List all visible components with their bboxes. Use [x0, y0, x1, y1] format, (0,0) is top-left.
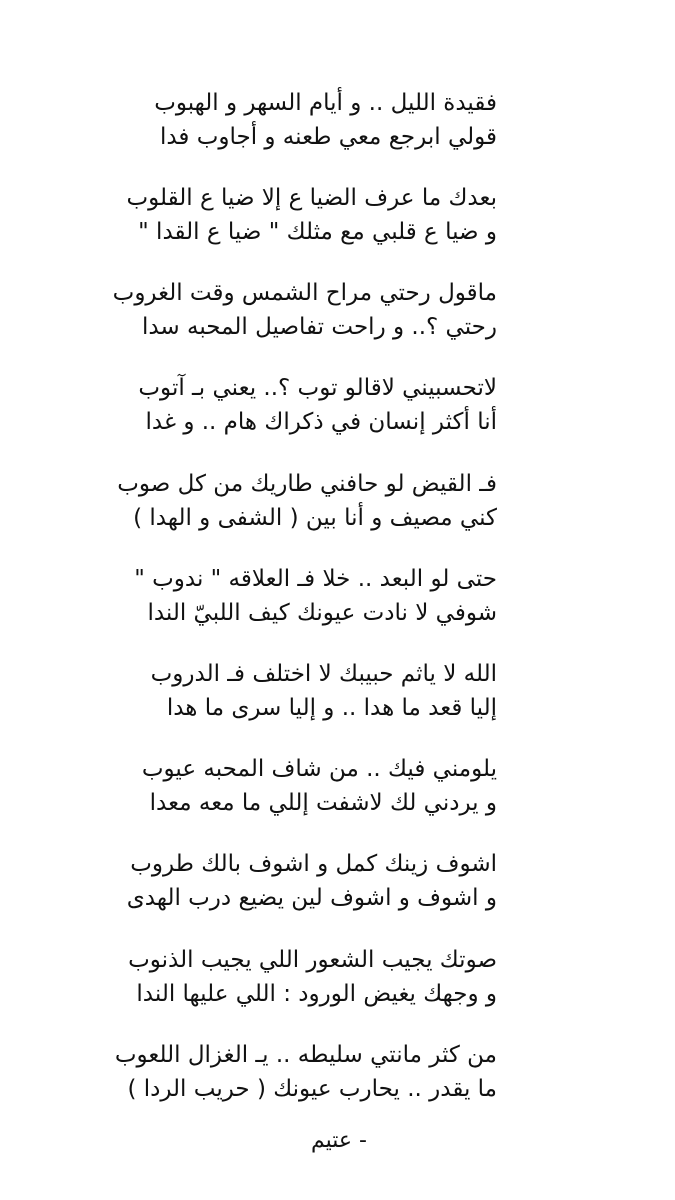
verse-line: كني مصيف و أنا بين ( الشفى و الهدا ): [133, 505, 497, 531]
verse-line: إليا قعد ما هدا .. و إليا سرى ما هدا: [166, 695, 497, 721]
verse-line: شوفي لا نادت عيونك كيف اللبيّ الندا: [147, 600, 497, 626]
verse-line: و يردني لك لاشفت إللي ما معه معدا: [149, 790, 497, 816]
stanza-3: [77, 276, 497, 344]
verse-line: الله لا ياثم حبيبك لا اختلف فـ الدروب: [150, 661, 497, 687]
stanza-1: [77, 86, 497, 154]
stanza-2: [77, 181, 497, 249]
verse-line: و ضيا ع قلبي مع مثلك " ضيا ع القدا ": [138, 219, 497, 245]
verse-line: صوتك يجيب الشعور اللي يجيب الذنوب: [128, 947, 497, 973]
stanza-6: [77, 562, 497, 630]
stanza-5: [77, 467, 497, 535]
stanza-8: [77, 752, 497, 820]
verse-line: يلومني فيك .. من شاف المحبه عيوب: [141, 756, 497, 782]
verse-line: بعدك ما عرف الضيا ع إلا ضيا ع القلوب: [126, 185, 497, 211]
stanza-4: [77, 371, 497, 439]
verse-line: أنا أكثر إنسان في ذكراك هام .. و غدا: [145, 409, 497, 435]
poet-signature: - عتيم: [311, 1128, 367, 1153]
stanza-11: [77, 1038, 497, 1106]
stanza-10: [77, 943, 497, 1011]
verse-line: من كثر مانتي سليطه .. يـ الغزال اللعوب: [114, 1042, 497, 1068]
stanza-9: [77, 847, 497, 915]
verse-line: رحتي ؟.. و راحت تفاصيل المحبه سدا: [141, 314, 497, 340]
verse-line: فقيدة الليل .. و أيام السهر و الهبوب: [154, 90, 497, 116]
verse-line: قولي ابرجع معي طعنه و أجاوب فدا: [159, 124, 497, 150]
verse-line: لاتحسبيني لاقالو توب ؟.. يعني بـ آتوب: [138, 375, 497, 401]
verse-line: حتى لو البعد .. خلا فـ العلاقه " ندوب ": [134, 566, 497, 592]
verse-line: ماقول رحتي مراح الشمس وقت الغروب: [112, 280, 497, 306]
verse-line: و وجهك يغيض الورود : اللي عليها الندا: [136, 981, 497, 1007]
verse-line: فـ القيض لو حافني طاريك من كل صوب: [117, 471, 497, 497]
verse-line: اشوف زينك كمل و اشوف بالك طروب: [130, 851, 497, 877]
verse-line: و اشوف و اشوف لين يضيع درب الهدى: [126, 885, 497, 911]
stanza-7: [77, 657, 497, 725]
verse-line: ما يقدر .. يحارب عيونك ( حريب الردا ): [127, 1076, 497, 1102]
